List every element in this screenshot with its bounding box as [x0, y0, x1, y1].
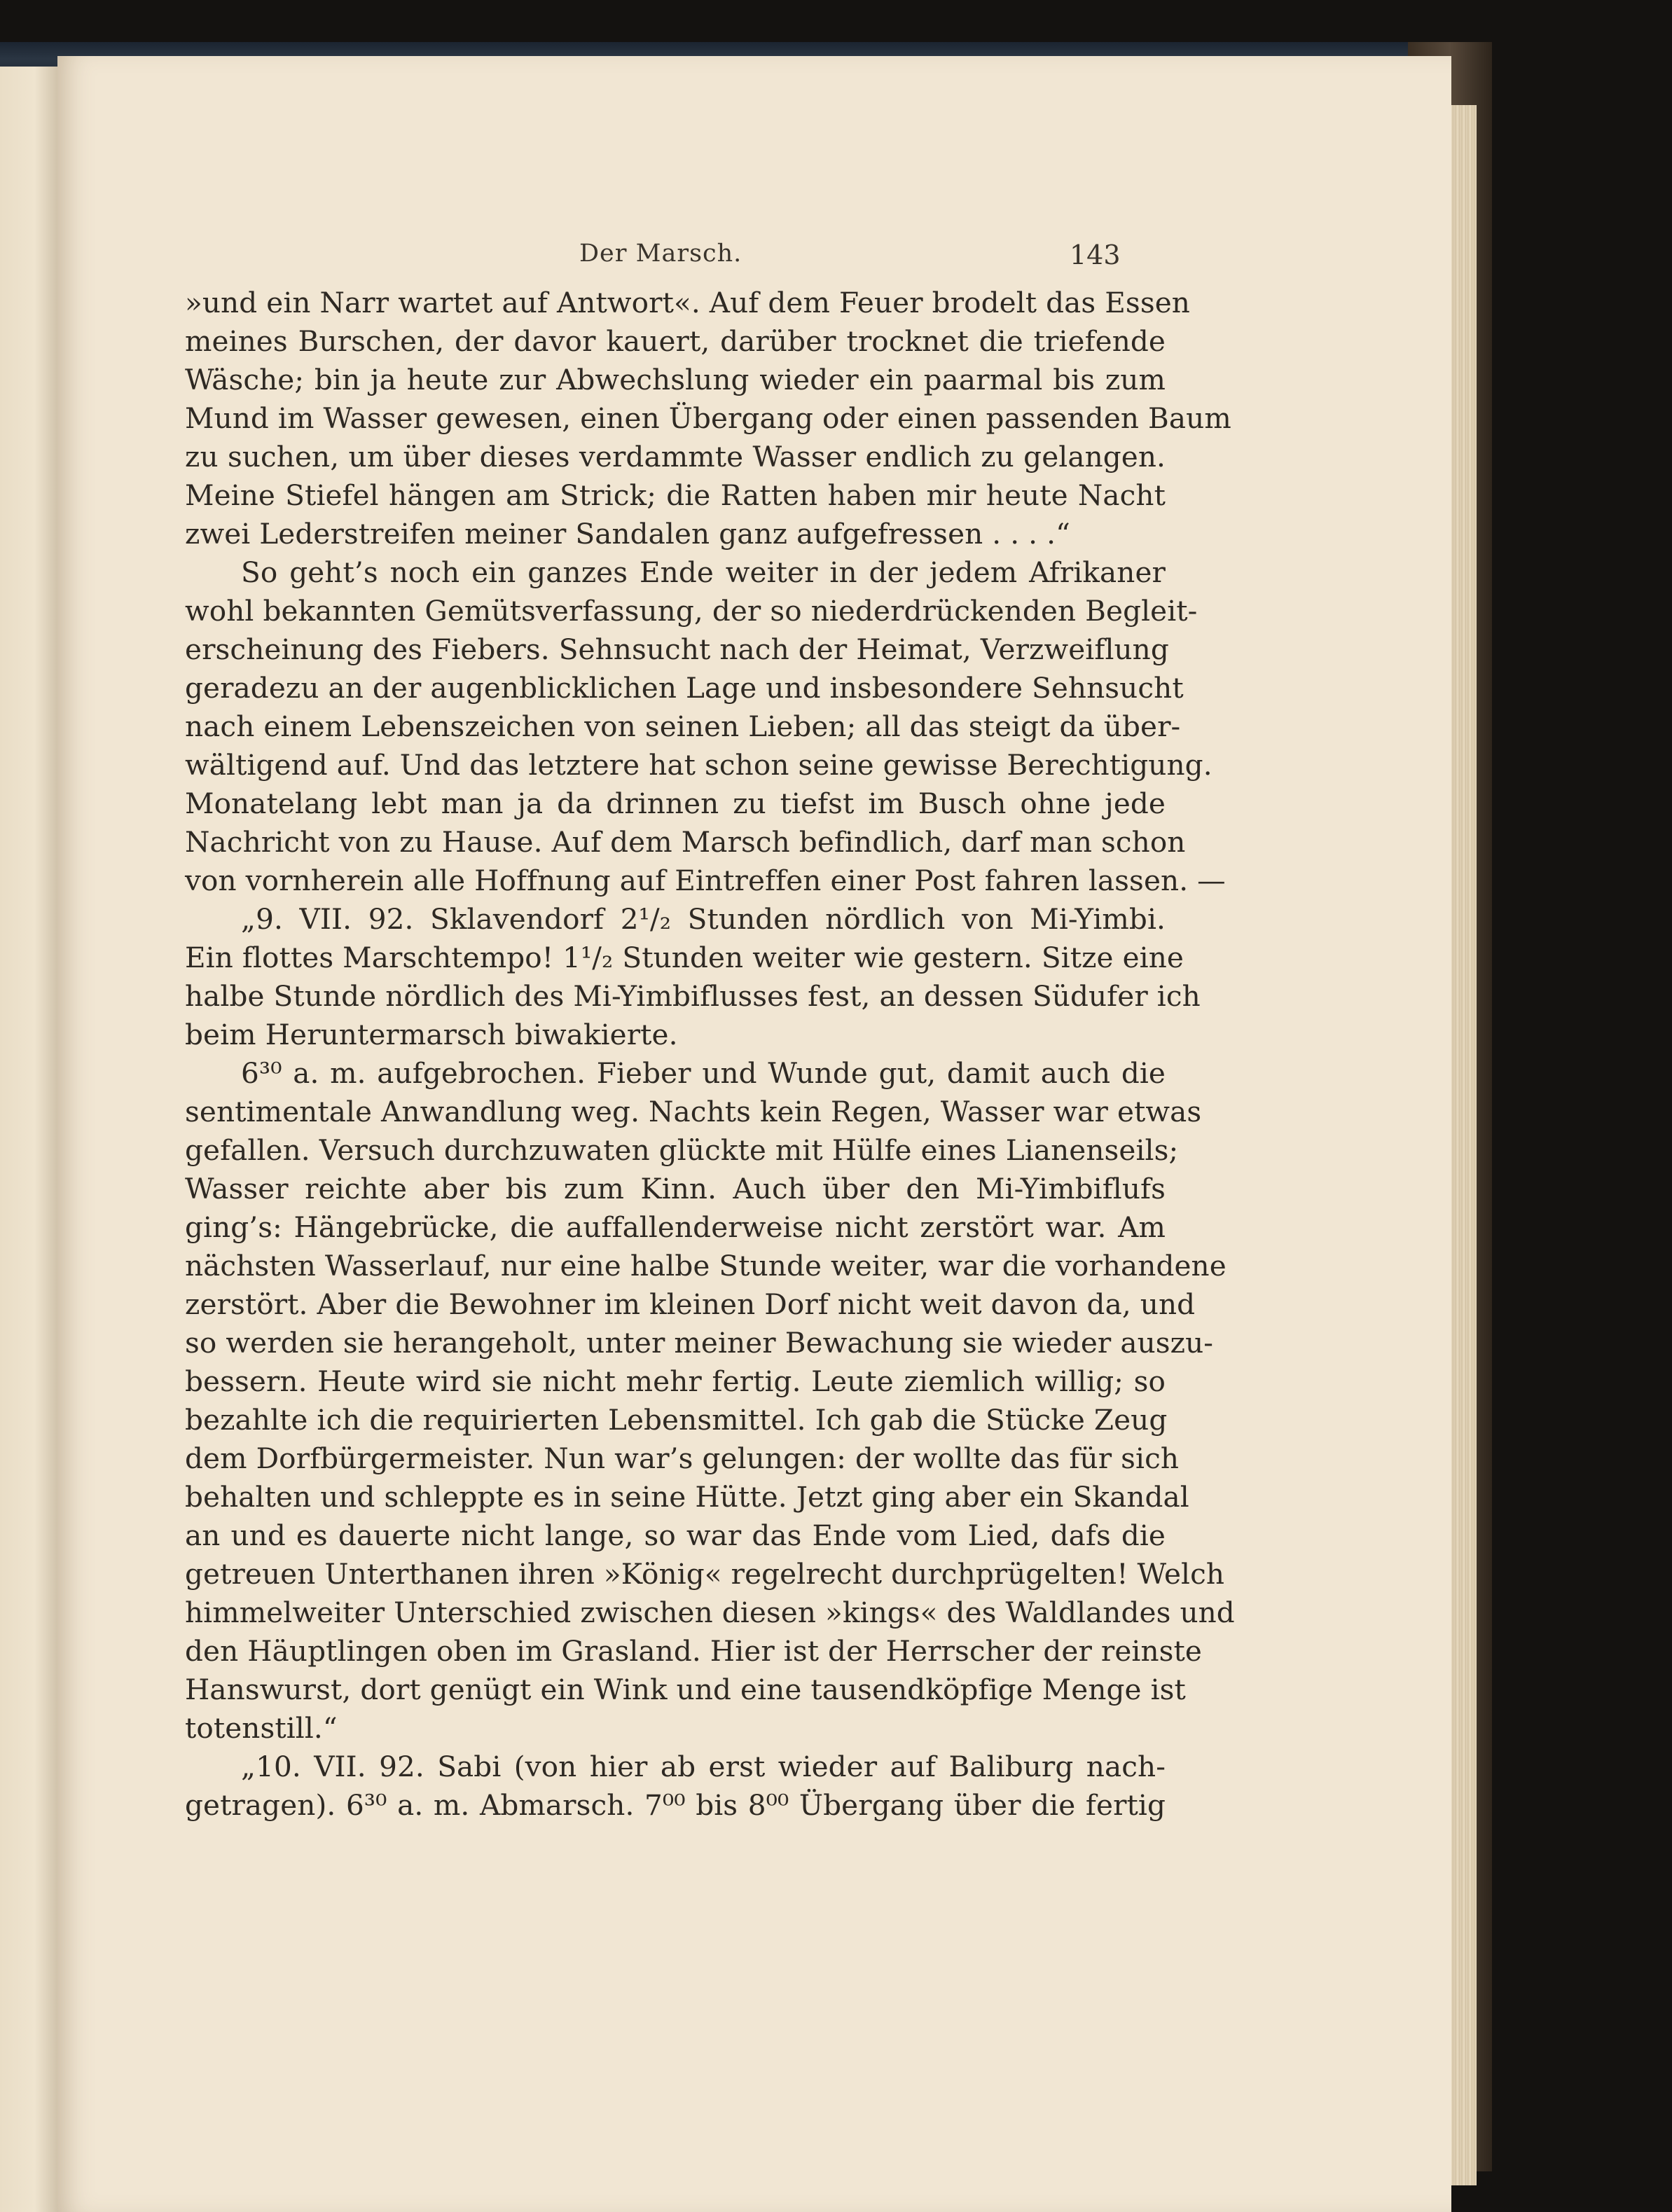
text-line: bezahlte ich die requirierten Lebensmittel. Ich gab die Stücke Zeug [185, 1403, 1168, 1437]
book-page [57, 56, 1451, 2212]
text-line: totenstill.“ [185, 1711, 338, 1745]
text-line: geradezu an der augenblicklichen Lage und insbesondere Sehnsucht [185, 671, 1184, 705]
text-line: zerstört. Aber die Bewohner im kleinen Dorf nicht weit davon da, und [185, 1287, 1196, 1321]
text-line: „10. VII. 92. Sabi (von hier ab erst wieder auf Baliburg nach- [241, 1750, 1166, 1783]
facing-page-edge [0, 67, 63, 2212]
text-line: Wäsche; bin ja heute zur Abwechslung wieder ein paarmal bis zum [185, 363, 1166, 396]
text-line: Meine Stiefel hängen am Strick; die Ratten haben mir heute Nacht [185, 478, 1166, 512]
text-line: halbe Stunde nördlich des Mi-Yimbiflusses fest, an dessen Südufer ich [185, 979, 1201, 1013]
text-line: von vornherein alle Hoffnung auf Eintreffen einer Post fahren lassen. — [185, 864, 1226, 897]
text-line: »und ein Narr wartet auf Antwort«. Auf dem Feuer brodelt das Essen [185, 286, 1190, 319]
text-line: bessern. Heute wird sie nicht mehr fertig. Leute ziemlich willig; so [185, 1364, 1166, 1398]
text-line: gefallen. Versuch durchzuwaten glückte mit Hülfe eines Lianenseils; [185, 1133, 1179, 1167]
text-line: 6³⁰ a. m. aufgebrochen. Fieber und Wunde gut, damit auch die [241, 1056, 1166, 1090]
text-line: „9. VII. 92. Sklavendorf 2¹/₂ Stunden nördlich von Mi-Yimbi. [241, 902, 1166, 936]
text-line: sentimentale Anwandlung weg. Nachts kein Regen, Wasser war etwas [185, 1095, 1202, 1128]
text-line: Ein flottes Marschtempo! 1¹/₂ Stunden weiter wie gestern. Sitze eine [185, 941, 1184, 974]
text-line: Wasser reichte aber bis zum Kinn. Auch über den Mi-Yimbiflufs [185, 1172, 1166, 1205]
text-line: himmelweiter Unterschied zwischen diesen »kings« des Waldlandes und [185, 1596, 1235, 1629]
text-line: Hanswurst, dort genügt ein Wink und eine tausendköpfige Menge ist [185, 1673, 1186, 1706]
text-line: Monatelang lebt man ja da drinnen zu tiefst im Busch ohne jede [185, 787, 1166, 820]
text-line: nächsten Wasserlauf, nur eine halbe Stunde weiter, war die vorhandene [185, 1249, 1227, 1283]
body-text [185, 284, 1235, 1825]
text-line: getragen). 6³⁰ a. m. Abmarsch. 7⁰⁰ bis 8⁰⁰ Übergang über die fertig [185, 1788, 1166, 1822]
text-line: wohl bekannten Gemütsverfassung, der so niederdrückenden Begleit- [185, 594, 1198, 628]
text-line: So geht’s noch ein ganzes Ende weiter in der jedem Afrikaner [241, 555, 1166, 589]
running-title: Der Marsch. [579, 240, 742, 268]
text-line: an und es dauerte nicht lange, so war das Ende vom Lied, dafs die [185, 1519, 1166, 1552]
text-line: meines Burschen, der davor kauert, darüber trocknet die triefende [185, 324, 1166, 358]
text-line: beim Heruntermarsch biwakierte. [185, 1018, 678, 1051]
text-line: behalten und schleppte es in seine Hütte. Jetzt ging aber ein Skandal [185, 1480, 1189, 1514]
text-line: getreuen Unterthanen ihren »König« regelrecht durchprügelten! Welch [185, 1557, 1225, 1591]
text-line: ging’s: Hängebrücke, die auffallenderweise nicht zerstört war. Am [185, 1210, 1166, 1244]
text-line: nach einem Lebenszeichen von seinen Lieben; all das steigt da über- [185, 710, 1181, 743]
text-line: dem Dorfbürgermeister. Nun war’s gelungen: der wollte das für sich [185, 1442, 1180, 1475]
text-line: Nachricht von zu Hause. Auf dem Marsch befindlich, darf man schon [185, 825, 1186, 859]
text-line: zwei Lederstreifen meiner Sandalen ganz aufgefressen . . . .“ [185, 517, 1070, 551]
text-line: wältigend auf. Und das letztere hat schon seine gewisse Berechtigung. [185, 748, 1212, 782]
text-line: Mund im Wasser gewesen, einen Übergang oder einen passenden Baum [185, 401, 1231, 435]
text-line: zu suchen, um über dieses verdammte Wasser endlich zu gelangen. [185, 440, 1166, 473]
text-line: den Häuptlingen oben im Grasland. Hier ist der Herrscher der reinste [185, 1634, 1202, 1668]
text-line: so werden sie herangeholt, unter meiner Bewachung sie wieder auszu- [185, 1326, 1214, 1360]
page-number: 143 [1070, 240, 1121, 270]
text-line: erscheinung des Fiebers. Sehnsucht nach der Heimat, Verzweiflung [185, 633, 1169, 666]
